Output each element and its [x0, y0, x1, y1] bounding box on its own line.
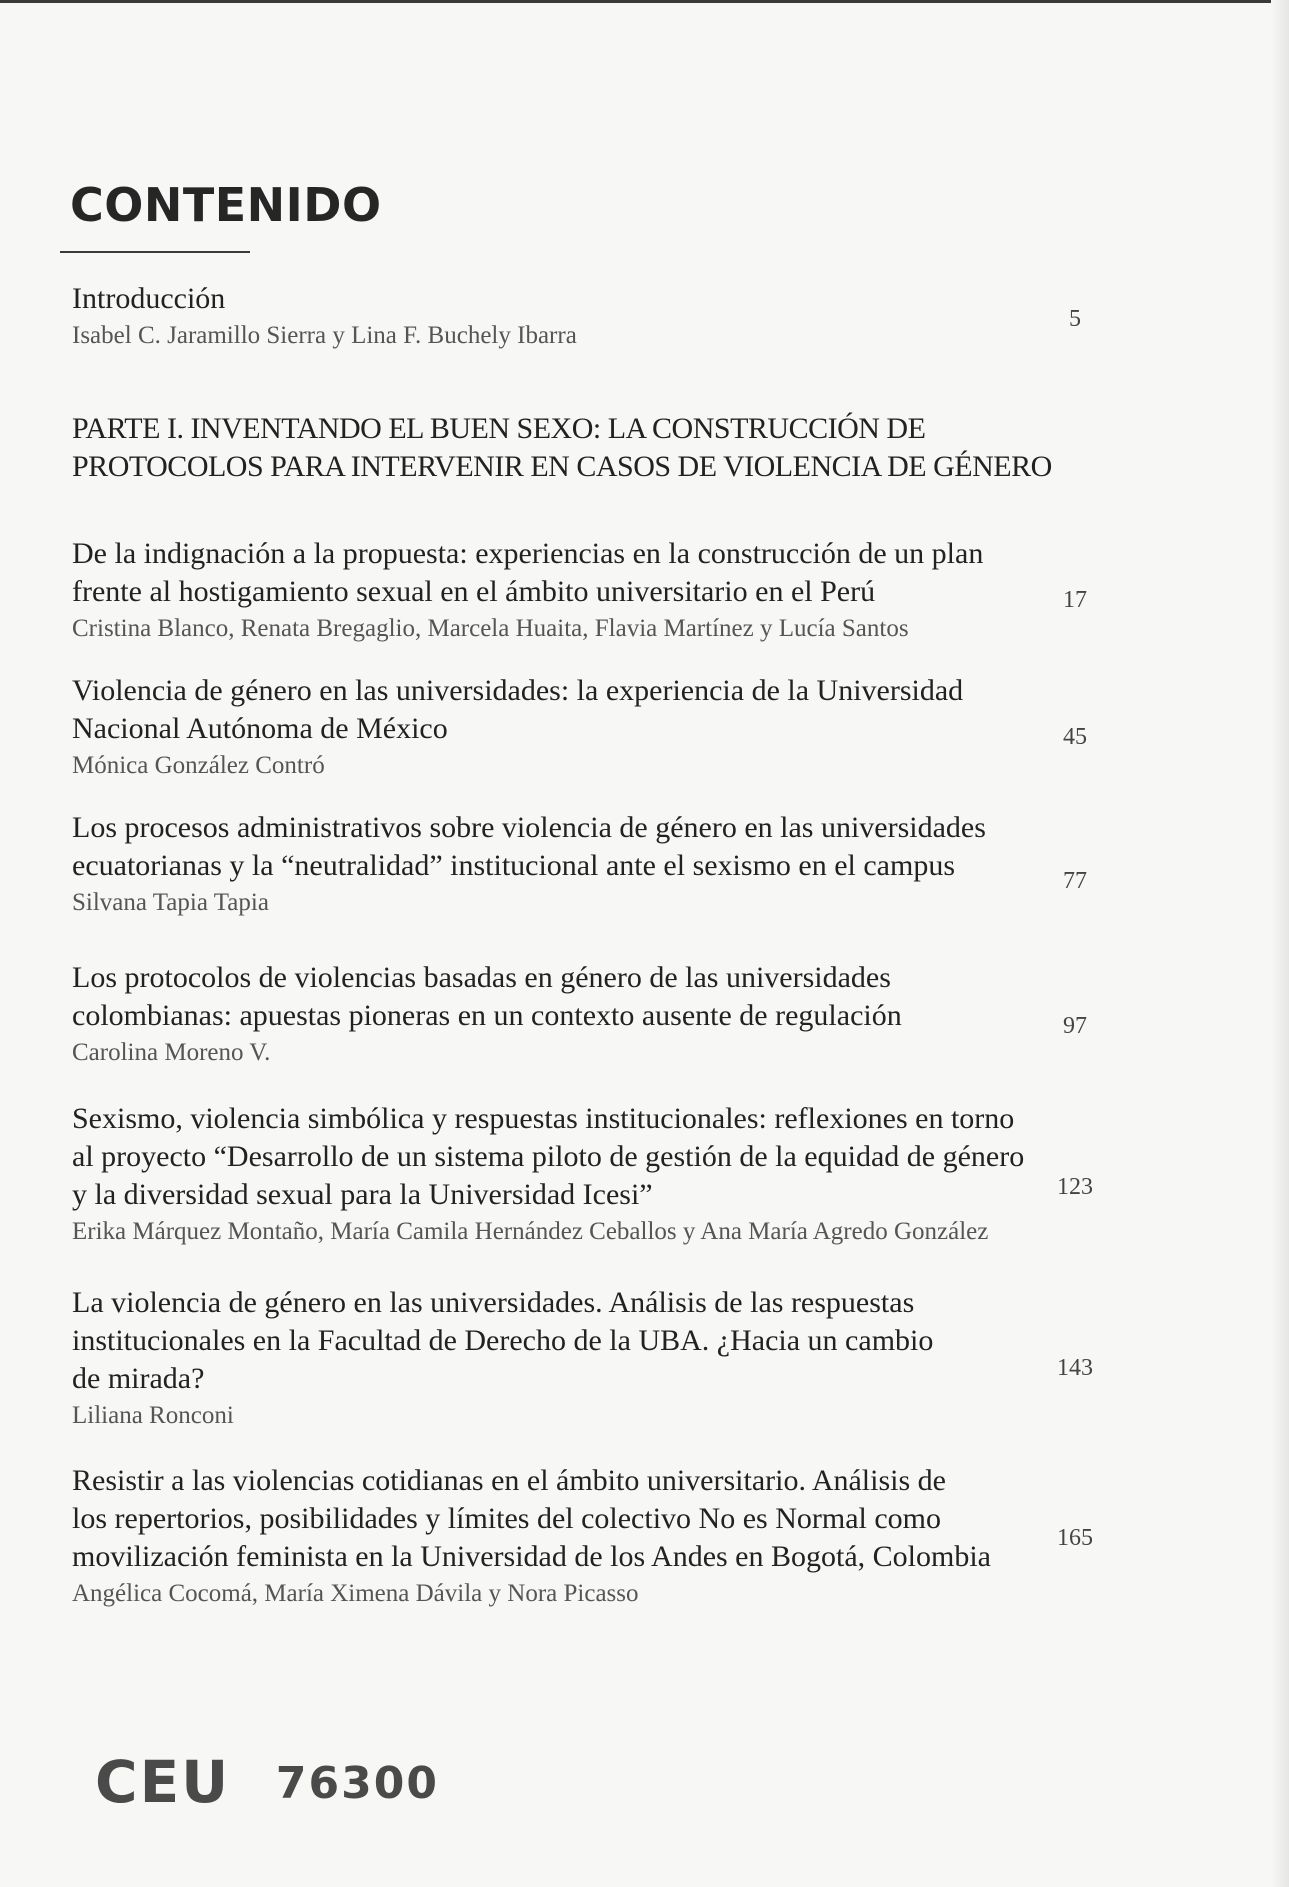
contents-heading: CONTENIDO [70, 178, 382, 232]
entry-title-line: Sexismo, violencia simbólica y respuestas institucionales: reflexiones en torno [72, 1102, 1015, 1135]
entry-title [72, 672, 1032, 748]
entry-title [72, 1284, 1032, 1398]
entry-title [72, 1100, 1032, 1214]
page-number: 45 [1063, 724, 1087, 750]
toc-entry [72, 1100, 1032, 1248]
library-stamp [95, 1748, 439, 1816]
entry-title-line: Resistir a las violencias cotidianas en el ámbito universitario. Análisis de [72, 1464, 946, 1497]
toc-entry-intro [72, 280, 1032, 352]
entry-title-line: institucionales en la Facultad de Derecho de la UBA. ¿Hacia un cambio [72, 1324, 934, 1357]
part-heading-line: PARTE I. INVENTANDO EL BUEN SEXO: LA CONSTRUCCIÓN DE [72, 412, 926, 445]
entry-authors: Mónica González Contró [72, 752, 325, 779]
entry-title [72, 809, 1032, 885]
entry-title-line: Violencia de género en las universidades: la experiencia de la Universidad [72, 674, 964, 707]
entry-title-line: los repertorios, posibilidades y límites del colectivo No es Normal como [72, 1502, 941, 1535]
entry-authors: Carolina Moreno V. [72, 1039, 271, 1066]
entry-title-line: y la diversidad sexual para la Universidad Icesi” [72, 1178, 653, 1211]
toc-entry [72, 535, 1032, 645]
entry-authors: Angélica Cocomá, María Ximena Dávila y Nora Picasso [72, 1580, 639, 1607]
entry-title [72, 535, 1032, 611]
page-number: 123 [1057, 1174, 1093, 1200]
toc-entry [72, 959, 1032, 1069]
entry-title-line: De la indignación a la propuesta: experiencias en la construcción de un plan [72, 537, 984, 570]
entry-authors: Silvana Tapia Tapia [72, 889, 269, 916]
entry-title-line: al proyecto “Desarrollo de un sistema piloto de gestión de la equidad de género [72, 1140, 1025, 1173]
toc-entry [72, 1462, 1032, 1610]
entry-title-line: de mirada? [72, 1362, 205, 1395]
entry-title-line: ecuatorianas y la “neutralidad” institucional ante el sexismo en el campus [72, 849, 956, 882]
toc-entry [72, 809, 1032, 919]
entry-title-line: frente al hostigamiento sexual en el ámbito universitario en el Perú [72, 575, 876, 608]
page-right-edge [1271, 0, 1289, 1887]
entry-title-line: colombianas: apuestas pioneras en un contexto ausente de regulación [72, 999, 902, 1032]
entry-title-line: movilización feminista en la Universidad de los Andes en Bogotá, Colombia [72, 1540, 991, 1573]
entry-title-line: Los protocolos de violencias basadas en género de las universidades [72, 961, 891, 994]
entry-authors: Isabel C. Jaramillo Sierra y Lina F. Buchely Ibarra [72, 322, 577, 349]
page-number: 5 [1069, 306, 1081, 332]
entry-authors: Cristina Blanco, Renata Bregaglio, Marcela Huaita, Flavia Martínez y Lucía Santos [72, 615, 909, 642]
entry-title [72, 959, 1032, 1035]
entry-title-line: La violencia de género en las universidades. Análisis de las respuestas [72, 1286, 915, 1319]
stamp-number: 76300 [275, 1758, 439, 1809]
toc-entry [72, 1284, 1032, 1432]
entry-title: Introducción [72, 282, 226, 315]
part-heading-line: PROTOCOLOS PARA INTERVENIR EN CASOS DE VIOLENCIA DE GÉNERO [72, 450, 1052, 483]
page-number: 17 [1063, 587, 1087, 613]
page-number: 77 [1063, 868, 1087, 894]
entry-title [72, 1462, 1032, 1576]
page-top-edge [0, 0, 1289, 3]
part-heading [72, 410, 1072, 486]
heading-underline [60, 251, 250, 253]
entry-title-line: Nacional Autónoma de México [72, 712, 448, 745]
entry-authors: Liliana Ronconi [72, 1402, 234, 1429]
page-number: 165 [1057, 1525, 1093, 1551]
entry-title-line: Los procesos administrativos sobre violencia de género en las universidades [72, 811, 986, 844]
toc-entry [72, 672, 1032, 782]
entry-authors: Erika Márquez Montaño, María Camila Hernández Ceballos y Ana María Agredo González [72, 1218, 989, 1245]
page-number: 97 [1063, 1013, 1087, 1039]
page-number: 143 [1057, 1355, 1093, 1381]
stamp-label: CEU [95, 1748, 231, 1816]
